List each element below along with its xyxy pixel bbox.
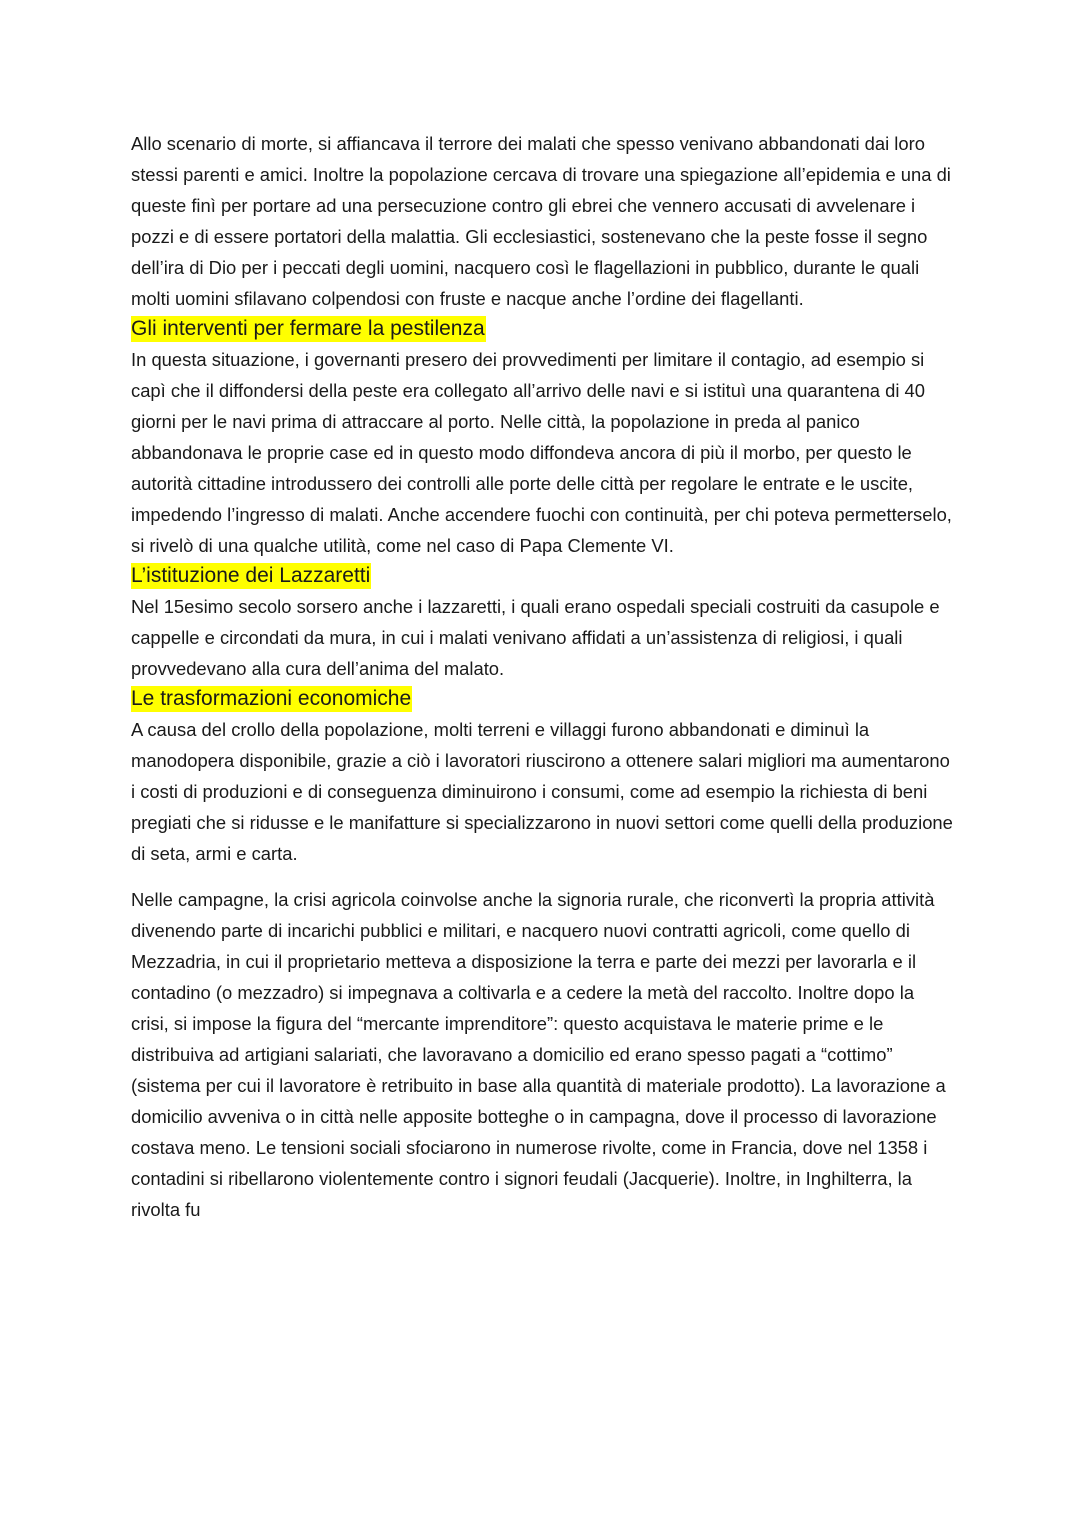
paragraph-interventions: In questa situazione, i governanti presero dei provvedimenti per limitare il contagio, ad esempio si capì che il diffondersi della peste era collegato all’arrivo delle navi e si istituì una quarantena di 40 giorni per le navi prima di attraccare al porto. Nelle città, la popolazione in preda al panico abbandonava le proprie case ed in questo modo diffondeva ancora di più il morbo, per questo le autorità cittadine introdussero dei controlli alle porte delle città per regolare le entrate e le uscite, impedendo l’ingresso di malati. Anche accendere fuochi con continuità, per chi poteva permetterselo, si rivelò di una qualche utilità, come nel caso di Papa Clemente VI.: [131, 349, 952, 556]
highlighted-heading-text: Gli interventi per fermare la pestilenza: [131, 317, 485, 340]
highlighted-heading-text: L’istituzione dei Lazzaretti: [131, 564, 371, 587]
section-heading-lazzaretti: [131, 561, 955, 591]
section-heading-economic: [131, 684, 955, 714]
paragraph-economic-transformations: A causa del crollo della popolazione, molti terreni e villaggi furono abbandonati e diminuì la manodopera disponibile, grazie a ciò i lavoratori riuscirono a ottenere salari migliori ma aumentarono i costi di produzioni e di conseguenza diminuirono i consumi, come ad esempio la richiesta di beni pregiati che si ridusse e le manifatture si specializzarono in nuovi settori come quelli della produzione di seta, armi e carta.: [131, 719, 953, 864]
paragraph-rural-crisis: Nelle campagne, la crisi agricola coinvolse anche la signoria rurale, che riconvertì la propria attività divenendo parte di incarichi pubblici e militari, e nacquero nuovi contratti agricoli, come quello di Mezzadria, in cui il proprietario metteva a disposizione la terra e parte dei mezzi per lavorarla e il contadino (o mezzadro) si impegnava a coltivarla e a cedere la metà del raccolto. Inoltre dopo la crisi, si impose la figura del “mercante imprenditore”: questo acquistava le materie prime e le distribuiva ad artigiani salariati, che lavoravano a domicilio ed erano spesso pagati a “cottimo” (sistema per cui il lavoratore è retribuito in base alla quantità di materiale prodotto). La lavorazione a domicilio avveniva o in città nelle apposite botteghe o in campagna, dove il processo di lavorazione costava meno. Le tensioni sociali sfociarono in numerose rivolte, come in Francia, dove nel 1358 i contadini si ribellarono violentemente contro i signori feudali (Jacquerie). Inoltre, in Inghilterra, la rivolta fu: [131, 889, 946, 1220]
paragraph-plague-fear: Allo scenario di morte, si affiancava il terrore dei malati che spesso venivano abbandonati dai loro stessi parenti e amici. Inoltre la popolazione cercava di trovare una spiegazione all’epidemia e una di queste finì per portare ad una persecuzione contro gli ebrei che vennero accusati di avvelenare i pozzi e di essere portatori della malattia. Gli ecclesiastici, sostenevano che la peste fosse il segno dell’ira di Dio per i peccati degli uomini, nacquero così le flagellazioni in pubblico, durante le quali molti uomini sfilavano colpendosi con fruste e nacque anche l’ordine dei flagellanti.: [131, 133, 951, 309]
paragraph-lazzaretti: Nel 15esimo secolo sorsero anche i lazzaretti, i quali erano ospedali speciali costruiti da casupole e cappelle e circondati da mura, in cui i malati venivano affidati a un’assistenza di religiosi, i quali provvedevano alla cura dell’anima del malato.: [131, 596, 940, 679]
section-heading-interventions: [131, 314, 955, 344]
highlighted-heading-text: Le trasformazioni economiche: [131, 687, 412, 710]
document-page: [131, 128, 955, 1225]
